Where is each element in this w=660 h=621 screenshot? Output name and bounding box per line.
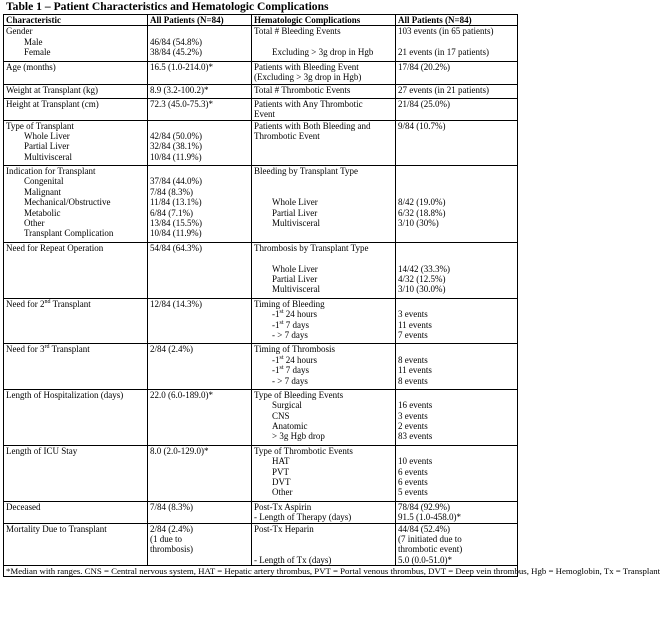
cell-line [398,37,515,47]
cell-line: Weight at Transplant (kg) [6,85,99,96]
cell-line: Partial Liver [272,274,318,284]
cell-line: -1st 7 days [272,365,310,376]
cell-line: Thrombosis by Transplant Type [254,242,369,253]
cell-line: 6/32 (18.8%) [398,207,446,218]
table-row [4,242,518,298]
cell-line: Need for 3rd Transplant [6,344,90,355]
table-body [4,26,518,566]
cell-line [150,166,249,176]
cell-line: Multivisceral [272,218,320,229]
cell-line: 6 events [398,477,428,488]
cell-line: Metabolic [24,207,61,218]
cell-line: -1st 24 hours [272,309,318,320]
cell-line: 13/84 (15.5%) [150,218,202,229]
cell-line: - > 7 days [272,329,308,340]
cell-c3 [252,298,396,344]
cell-line: 8.9 (3.2-100.2)* [150,85,209,96]
cell-line: 12/84 (14.3%) [150,298,202,309]
cell-line: 3 events [398,410,428,421]
cell-line [150,121,249,131]
cell-line: -1st 24 hours [272,354,318,365]
cell-line: Patients with Bleeding Event [254,61,359,72]
cell-c3 [252,344,396,390]
cell-line: Type of Transplant [6,120,74,131]
cell-line: 44/84 (52.4%) [398,523,450,534]
table-row [4,166,518,243]
cell-line: Surgical [272,400,302,411]
cell-line [398,187,515,197]
cell-line: Need for Repeat Operation [6,242,104,253]
cell-line: 8/42 (19.0%) [398,197,446,208]
cell-line: 72.3 (45.0-75.3)* [150,98,213,109]
cell-line: 7 events [398,329,428,340]
cell-line: 42/84 (50.0%) [150,130,202,141]
cell-line: 11 events [398,319,432,330]
cell-line: - Length of Tx (days) [254,554,332,565]
cell-c4 [396,85,518,98]
cell-c4 [396,523,518,566]
cell-c3 [252,98,396,120]
cell-line: 10 events [398,456,433,467]
header-all-patients: All Patients (N=84) [148,15,252,26]
cell-c1 [4,501,148,523]
cell-line: Age (months) [6,61,56,72]
cell-c3 [252,389,396,445]
cell-c4 [396,298,518,344]
cell-line: 21/84 (25.0%) [398,98,450,109]
cell-line: 11/84 (13.1%) [150,197,202,208]
cell-c3 [252,242,396,298]
cell-line: Length of ICU Stay [6,445,78,456]
cell-line [150,26,249,36]
cell-line: Partial Liver [272,207,318,218]
cell-c4 [396,242,518,298]
cell-line: 32/84 (38.1%) [150,141,202,152]
cell-line: Whole Liver [272,263,318,274]
cell-line [398,166,515,176]
cell-line: Total # Thrombotic Events [254,85,351,96]
cell-c1 [4,98,148,120]
cell-line [254,37,393,47]
cell-line: 16 events [398,400,433,411]
cell-c2 [148,61,252,85]
cell-c4 [396,344,518,390]
cell-line: Male [24,36,43,47]
cell-c2 [148,445,252,501]
cell-line: - > 7 days [272,375,308,386]
cell-line: Type of Bleeding Events [254,389,344,400]
cell-line: Malignant [24,186,61,197]
cell-c3 [252,61,396,85]
cell-c1 [4,523,148,566]
cell-line: 7/84 (8.3%) [150,501,193,512]
cell-line: 8.0 (2.0-129.0)* [150,445,209,456]
cell-c4 [396,120,518,166]
cell-line: 5 events [398,487,428,498]
cell-c2 [148,298,252,344]
cell-line: 46/84 (54.8%) [150,36,202,47]
cell-line: 83 events [398,431,433,442]
cell-line: 6/84 (7.1%) [150,207,193,218]
cell-line: 91.5 (1.0-458.0)* [398,512,461,523]
table-row [4,344,518,390]
cell-line [254,176,393,186]
table-row [4,61,518,85]
cell-line [254,187,393,197]
cell-c1 [4,389,148,445]
cell-line: Congenital [24,176,64,187]
cell-line: Anatomic [272,421,308,432]
cell-line: Multivisceral [272,284,320,295]
cell-line: Post-Tx Aspirin [254,501,312,512]
cell-line: 14/42 (33.3%) [398,263,450,274]
cell-line: 16.5 (1.0-214.0)* [150,61,213,72]
cell-c3 [252,120,396,166]
cell-c2 [148,242,252,298]
cell-c4 [396,501,518,523]
cell-line: 2/84 (2.4%) [150,523,193,534]
cell-line: 21 events (in 17 patients) [398,47,489,58]
cell-line: thrombotic event) [398,544,463,555]
cell-c3 [252,445,396,501]
cell-line [398,446,515,456]
cell-line [398,253,515,263]
cell-c2 [148,501,252,523]
cell-line: Length of Hospitalization (days) [6,389,124,400]
footnote-row [4,566,518,577]
cell-c3 [252,523,396,566]
cell-c4 [396,389,518,445]
cell-line: 3/10 (30%) [398,218,439,229]
cell-c4 [396,445,518,501]
cell-c1 [4,445,148,501]
cell-line: 2/84 (2.4%) [150,344,193,355]
cell-line: Multivisceral [24,151,72,162]
cell-c1 [4,61,148,85]
cell-line: - Length of Therapy (days) [254,512,352,523]
cell-line [398,243,515,253]
cell-line: 5.0 (0.0-51.0)* [398,554,452,565]
cell-line: 2 events [398,421,428,432]
cell-line: Total # Bleeding Events [254,26,341,37]
cell-line: 7/84 (8.3%) [150,186,193,197]
cell-c1 [4,26,148,61]
cell-line: CNS [272,410,290,421]
cell-c3 [252,85,396,98]
cell-line [254,544,393,554]
cell-line: Event [254,109,275,120]
table-row [4,85,518,98]
cell-c1 [4,166,148,243]
cell-line: (7 initiated due to [398,533,462,544]
cell-line: PVT [272,466,290,477]
table-row [4,523,518,566]
cell-line: HAT [272,456,290,467]
cell-c2 [148,389,252,445]
cell-c2 [148,523,252,566]
cell-c4 [396,166,518,243]
cell-line: Gender [6,26,33,37]
cell-c2 [148,26,252,61]
cell-line: 11 events [398,365,432,376]
cell-line: 38/84 (45.2%) [150,47,202,58]
cell-c1 [4,85,148,98]
cell-c4 [396,61,518,85]
table-title: Table 1 – Patient Characteristics and Hematologic Complications [6,0,329,13]
cell-c4 [396,26,518,61]
cell-line: Other [272,487,293,498]
cell-c3 [252,26,396,61]
cell-line: Patients with Any Thrombotic [254,98,363,109]
cell-line: 4/32 (12.5%) [398,274,446,284]
cell-line: Post-Tx Heparin [254,523,314,534]
cell-line: DVT [272,477,291,488]
cell-line: Mechanical/Obstructive [24,197,111,208]
cell-c2 [148,166,252,243]
cell-c2 [148,344,252,390]
cell-c3 [252,501,396,523]
header-all-patients-2: All Patients (N=84) [396,15,518,26]
cell-line: Bleeding by Transplant Type [254,166,358,177]
cell-c4 [396,98,518,120]
cell-line: 10/84 (11.9%) [150,151,202,162]
cell-line: Mortality Due to Transplant [6,523,107,534]
patient-characteristics-table [3,14,660,577]
table-row [4,26,518,61]
cell-line: 9/84 (10.7%) [398,120,446,131]
cell-line: Type of Thrombotic Events [254,445,353,456]
cell-line: 10/84 (11.9%) [150,228,202,239]
cell-line: Timing of Thrombosis [254,344,336,355]
cell-c1 [4,298,148,344]
cell-line: 78/84 (92.9%) [398,501,450,512]
cell-line: Female [24,47,51,58]
cell-line: Need for 2nd Transplant [6,298,91,309]
table-row [4,501,518,523]
cell-c2 [148,120,252,166]
cell-line: 22.0 (6.0-189.0)* [150,389,213,400]
table-row [4,389,518,445]
cell-line [254,534,393,544]
table-row [4,445,518,501]
cell-line: > 3g Hgb drop [272,431,325,442]
cell-line: 8 events [398,354,428,365]
cell-line: (1 due to [150,533,182,544]
cell-line: 3 events [398,309,428,320]
cell-line [254,253,393,263]
cell-c2 [148,85,252,98]
cell-line: Indication for Transplant [6,166,96,177]
cell-line [398,344,515,354]
header-row [4,15,518,26]
cell-line: 54/84 (64.3%) [150,242,202,253]
cell-line: (Excluding > 3g drop in Hgb) [254,71,362,82]
cell-line: Timing of Bleeding [254,298,325,309]
cell-line [398,299,515,309]
footnote: *Median with ranges. CNS = Central nervous system, HAT = Hepatic artery thrombus, PVT = Portal venous thrombus, DVT = Deep vein thrombus, Hgb = Hemoglobin, Tx = Transplant [4,566,518,577]
cell-line: Other [24,218,45,229]
cell-c2 [148,98,252,120]
header-hematologic-complications: Hematologic Complications [252,15,396,26]
table-row [4,298,518,344]
cell-line: 6 events [398,466,428,477]
header-characteristic: Characteristic [4,15,148,26]
cell-line: 27 events (in 21 patients) [398,85,489,96]
cell-line [398,176,515,186]
cell-c1 [4,120,148,166]
cell-line: Transplant Complication [24,228,114,239]
cell-c1 [4,242,148,298]
cell-line: Deceased [6,501,41,512]
cell-line: 3/10 (30.0%) [398,284,446,295]
cell-line: Excluding > 3g drop in Hgb [272,47,374,58]
cell-line: thrombosis) [150,544,194,555]
cell-line: -1st 7 days [272,319,310,330]
cell-line: 17/84 (20.2%) [398,61,450,72]
cell-line: Whole Liver [272,197,318,208]
table-row [4,120,518,166]
cell-line: 8 events [398,375,428,386]
cell-line: 103 events (in 65 patients) [398,26,494,37]
cell-line: Whole Liver [24,130,70,141]
cell-line: Partial Liver [24,141,70,152]
cell-line: Patients with Both Bleeding and [254,120,371,131]
cell-line: 37/84 (44.0%) [150,176,202,187]
cell-line [398,390,515,400]
table-row [4,98,518,120]
cell-c3 [252,166,396,243]
cell-line: Height at Transplant (cm) [6,98,99,109]
cell-c1 [4,344,148,390]
cell-line: Thrombotic Event [254,130,320,141]
